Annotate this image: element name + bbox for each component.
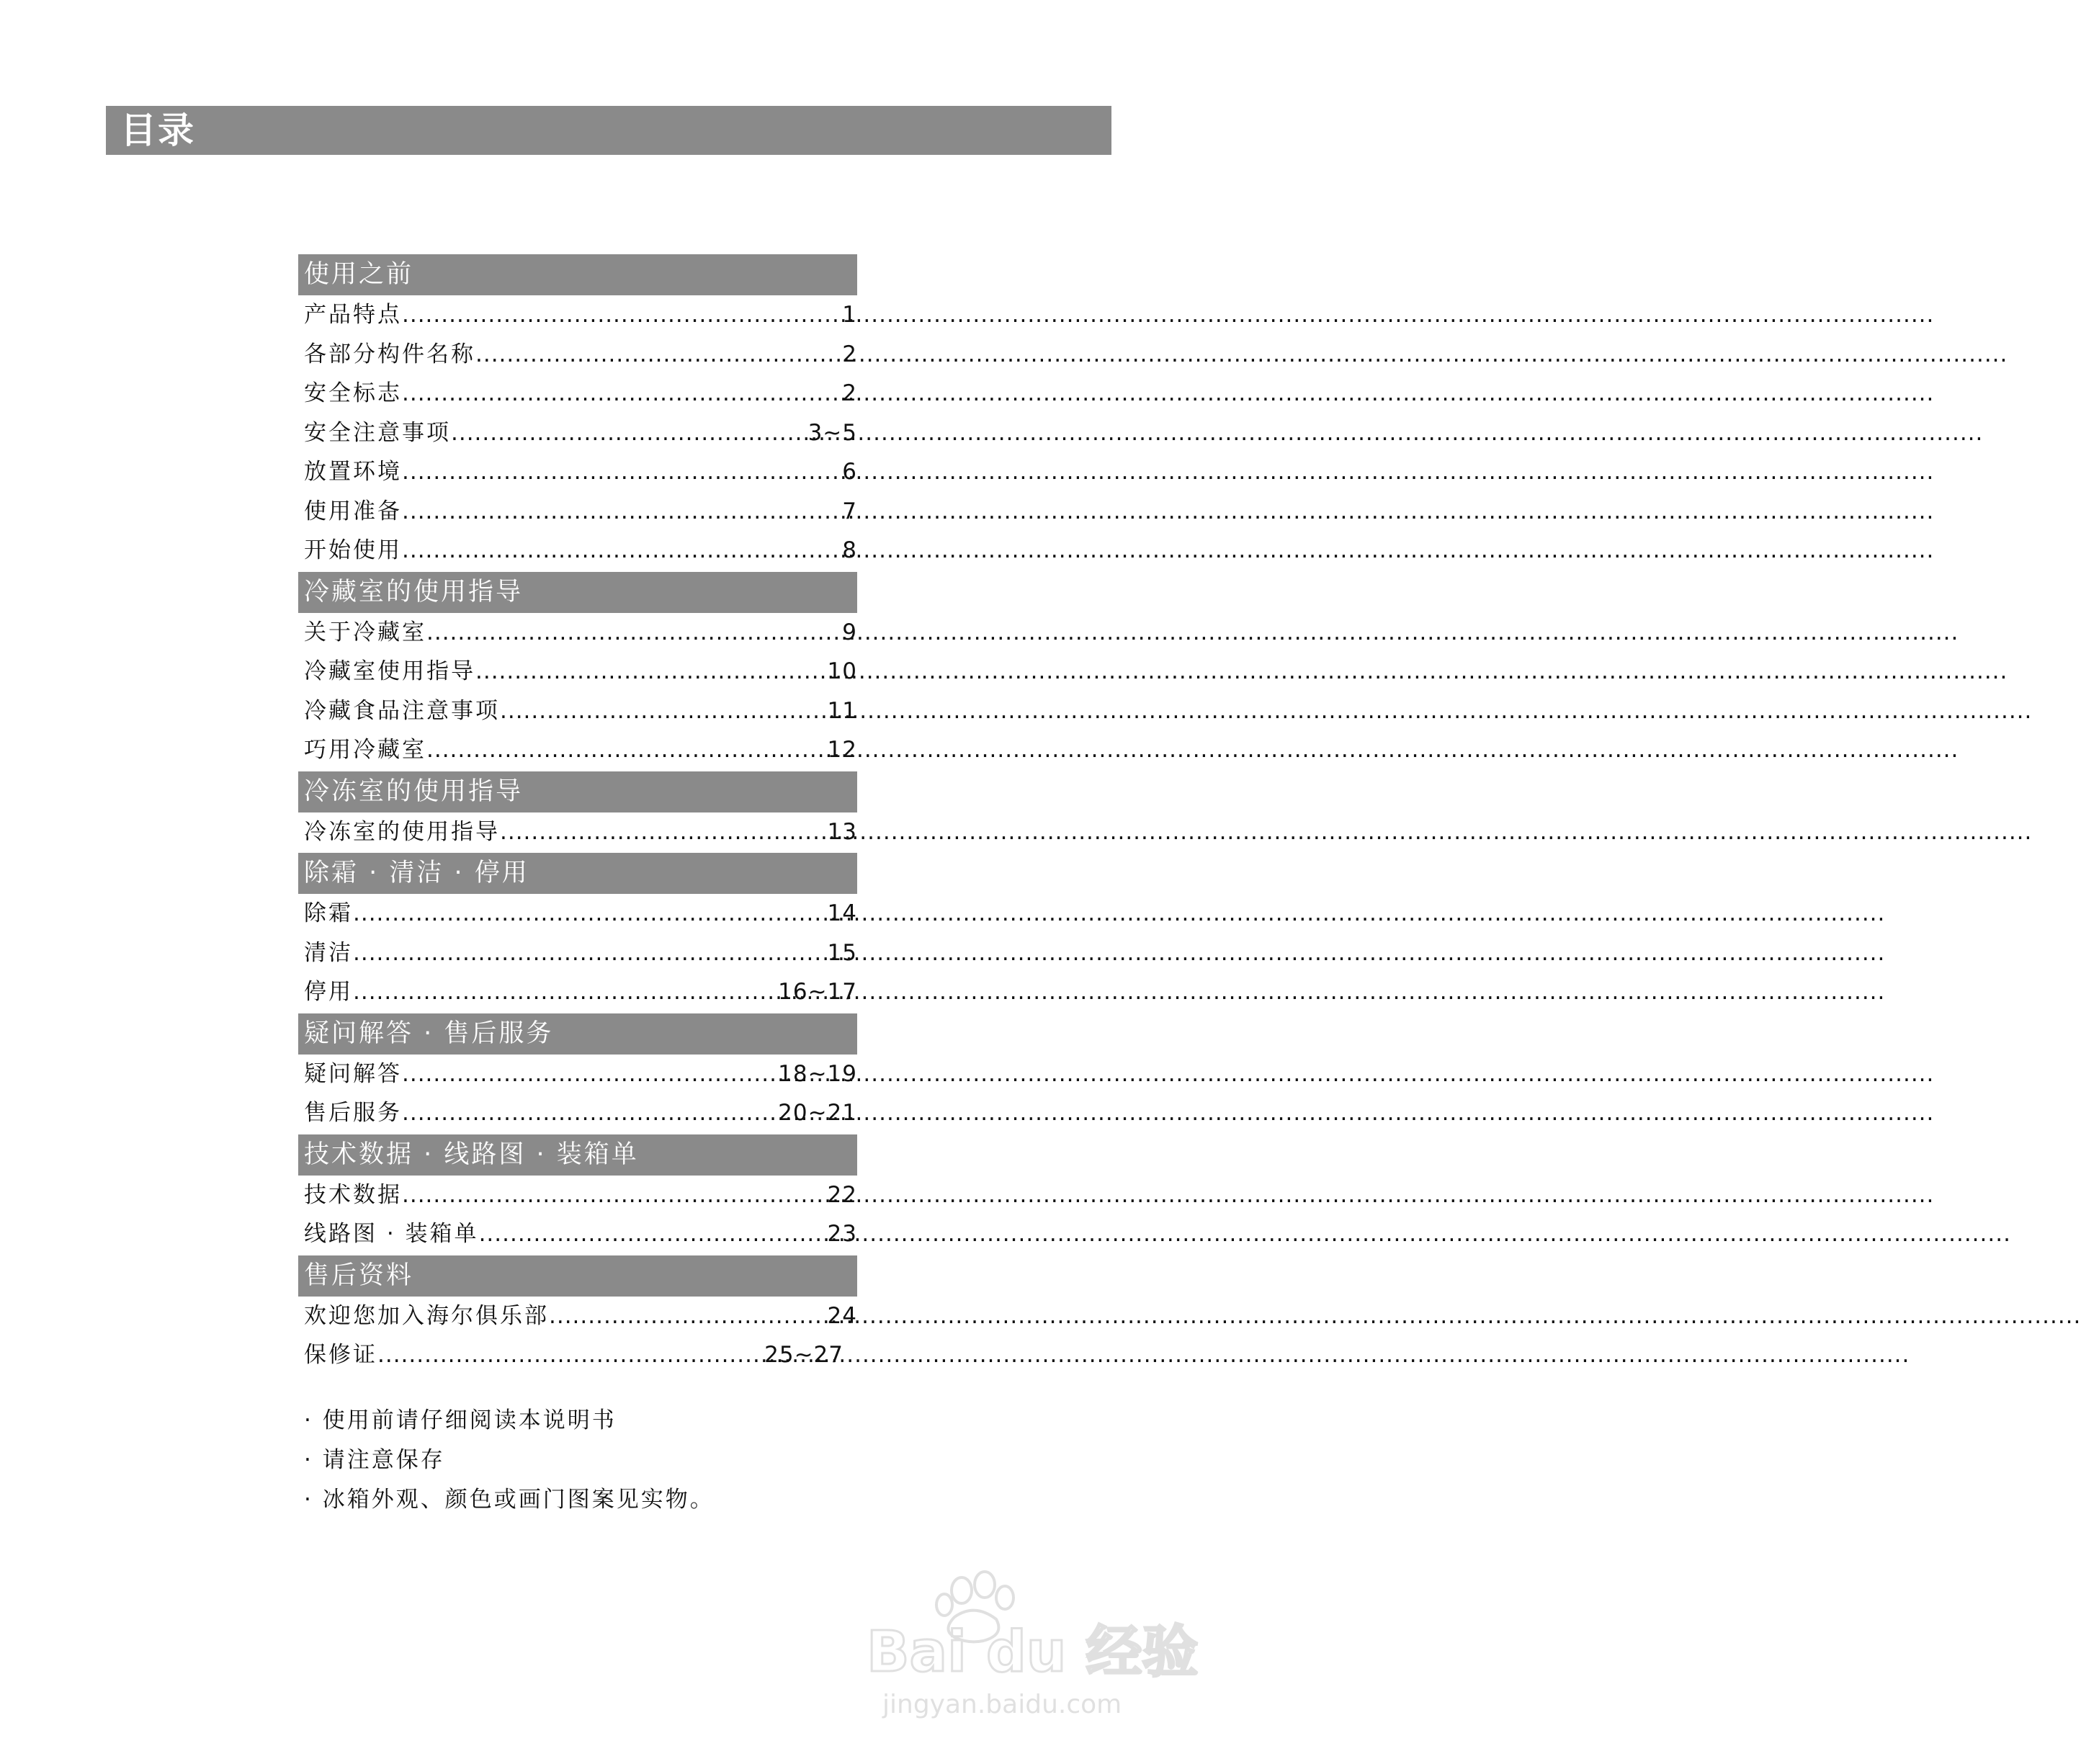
toc-entry-label: 售后服务 [304,1100,402,1126]
toc-section-header: 疑问解答 · 售后服务 [298,1013,857,1055]
toc-entry-label: 开始使用 [304,537,402,563]
toc-section-header: 冷藏室的使用指导 [298,572,857,613]
toc-leader-dots [426,613,842,653]
page-title: 目录 [120,109,195,151]
toc-leader-dots [402,531,842,570]
toc-entry[interactable] [298,812,857,852]
toc-entry-label: 使用准备 [304,498,402,524]
toc-entry[interactable] [298,1214,857,1254]
toc-entry[interactable] [298,1093,857,1133]
toc-section-header: 除霜 · 清洁 · 停用 [298,853,857,894]
toc-entry-page: 24 [827,1302,857,1329]
toc-entry-page: 9 [842,619,857,645]
toc-leader-dots [402,374,842,413]
toc-entry-label: 除霜 [304,900,353,926]
toc-leader-dots [402,452,842,492]
toc-entry-label: 欢迎您加入海尔俱乐部 [304,1302,549,1329]
toc-entry-label: 产品特点 [304,302,402,328]
toc-entry-page: 10 [827,658,857,684]
toc-entry-label: 关于冷藏室 [304,619,426,645]
toc-entry[interactable] [298,295,857,335]
toc-leader-dots [500,691,828,731]
toc-entry[interactable] [298,492,857,532]
note-line: · 使用前请仔细阅读本说明书 [304,1407,617,1433]
toc-entry[interactable] [298,652,857,691]
toc-entry-label: 冷藏室使用指导 [304,658,475,684]
toc-entry-page: 3~5 [807,419,857,446]
toc-leader-dots [402,1055,778,1094]
watermark-brand-text: Bai du 经验 [867,1620,1199,1685]
toc-entry[interactable] [298,613,857,653]
toc-entry-page: 14 [827,900,857,926]
toc-entry-label: 安全标志 [304,380,402,406]
toc-entry-label: 技术数据 [304,1181,402,1208]
page-header-bar [106,106,1111,155]
toc-entry-page: 7 [842,498,857,524]
toc-section-header: 使用之前 [298,254,857,295]
toc-entry-label: 保修证 [304,1342,377,1368]
toc-section-header: 技术数据 · 线路图 · 装箱单 [298,1134,857,1176]
toc-leader-dots [500,812,828,852]
paw-logo-icon [861,1563,1199,1729]
toc-entry[interactable] [298,691,857,731]
toc-entry[interactable] [298,1297,857,1336]
toc-entry-page: 13 [827,818,857,845]
toc-entry[interactable] [298,730,857,770]
toc-entry[interactable] [298,335,857,375]
toc-leader-dots [402,295,842,335]
watermark-url-text: jingyan.baidu.com [882,1690,1122,1719]
toc-leader-dots [475,335,842,375]
toc-entry-page: 22 [827,1181,857,1208]
baidu-jingyan-watermark [861,1563,1199,1729]
toc-leader-dots [475,652,828,691]
toc-entry-label: 停用 [304,979,353,1005]
toc-entry-page: 12 [827,737,857,763]
toc-entry-label: 安全注意事项 [304,419,451,446]
toc-entry[interactable] [298,1055,857,1094]
toc-entry-page: 6 [842,459,857,485]
toc-entry[interactable] [298,894,857,934]
toc-entry[interactable] [298,1176,857,1215]
toc-leader-dots [353,972,778,1012]
toc-entry-label: 巧用冷藏室 [304,737,426,763]
toc-leader-dots [353,934,828,973]
toc-entry-label: 冷藏食品注意事项 [304,697,500,724]
toc-entry-page: 20~21 [778,1100,857,1126]
toc-entry-page: 23 [827,1221,857,1247]
toc-leader-dots [451,413,808,453]
toc-entry[interactable] [298,374,857,413]
toc-entry-label: 清洁 [304,939,353,966]
usage-notes [298,1401,874,1520]
toc-entry-label: 放置环境 [304,459,402,485]
toc-entry-page: 1 [842,302,857,328]
toc-entry-page: 11 [827,697,857,724]
toc-section-header: 冷冻室的使用指导 [298,771,857,812]
toc-entry[interactable] [298,934,857,973]
toc-entry-page: 18~19 [778,1060,857,1087]
toc-entry-page: 2 [842,341,857,367]
toc-leader-dots [549,1297,828,1336]
toc-entry-label: 线路图 · 装箱单 [304,1221,479,1247]
note-line: · 冰箱外观、颜色或画门图案见实物。 [304,1487,715,1513]
toc-leader-dots [479,1214,828,1254]
toc-leader-dots [402,1093,778,1133]
toc-entry[interactable] [298,1335,843,1375]
note-line: · 请注意保存 [304,1447,445,1473]
toc-section-header: 售后资料 [298,1255,857,1297]
toc-leader-dots [353,894,828,934]
toc-entry-label: 冷冻室的使用指导 [304,818,500,845]
table-of-contents [298,253,857,1375]
toc-entry[interactable] [298,413,857,453]
toc-leader-dots [426,730,828,770]
toc-leader-dots [402,1176,828,1215]
toc-entry-page: 25~27 [764,1342,843,1368]
toc-entry[interactable] [298,972,857,1012]
toc-entry-label: 疑问解答 [304,1060,402,1087]
toc-leader-dots [377,1335,764,1375]
toc-entry[interactable] [298,531,857,570]
toc-entry-page: 16~17 [778,979,857,1005]
toc-entry-page: 8 [842,537,857,563]
toc-entry[interactable] [298,452,857,492]
toc-entry-page: 15 [827,939,857,966]
toc-entry-page: 2 [842,380,857,406]
toc-entry-label: 各部分构件名称 [304,341,475,367]
toc-leader-dots [402,492,842,532]
